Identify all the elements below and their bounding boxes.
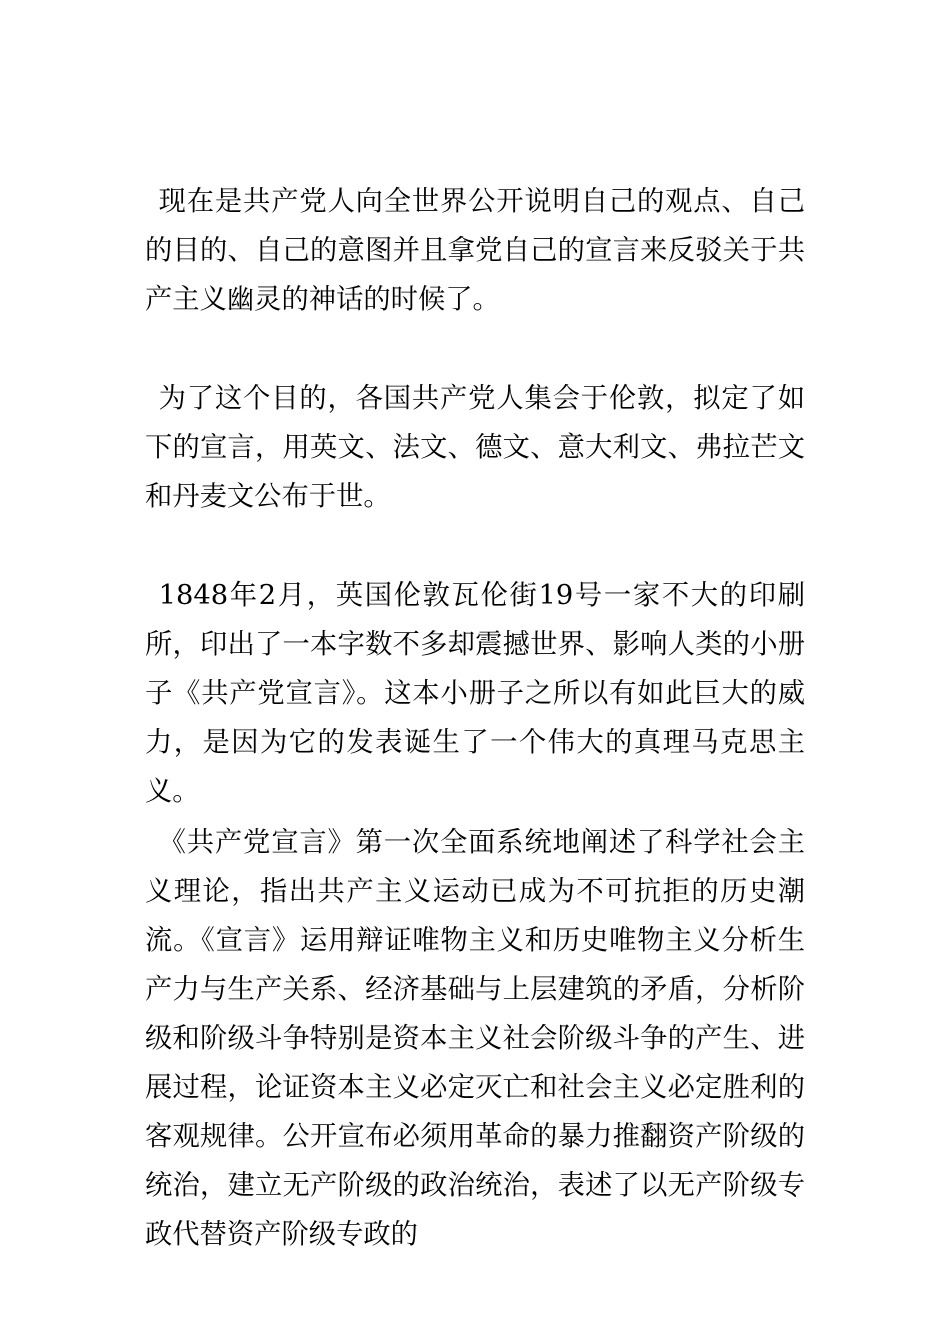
paragraph-2: 为了这个目的，各国共产党人集会于伦敦，拟定了如下的宣言，用英文、法文、德文、意大利文、弗拉芒文和丹麦文公布于世。 (145, 383, 805, 512)
paragraph-3: 1848年2月，英国伦敦瓦伦街19号一家不大的印刷所，印出了一本字数不多却震撼世界、影响人类的小册子《共产党宣言》。这本小册子之所以有如此巨大的威力，是因为它的发表诞生了一个伟大的真理马克思主义。 (145, 580, 805, 807)
paragraph-4: 《共产党宣言》第一次全面系统地阐述了科学社会主义理论，指出共产主义运动已成为不可抗拒的历史潮流。《宣言》运用辩证唯物主义和历史唯物主义分析生产力与生产关系、经济基础与上层建筑的矛盾，分析阶级和阶级斗争特别是资本主义社会阶级斗争的产生、进展过程，论证资本主义必定灭亡和社会主义必定胜利的客观规律。公开宣布必须用革命的暴力推翻资产阶级的统治，建立无产阶级的政治统治，表述了以无产阶级专政代替资产阶级专政的 (145, 827, 805, 1250)
paragraph-1: 现在是共产党人向全世界公开说明自己的观点、自己的目的、自己的意图并且拿党自己的宣言来反驳关于共产主义幽灵的神话的时候了。 (145, 186, 805, 315)
